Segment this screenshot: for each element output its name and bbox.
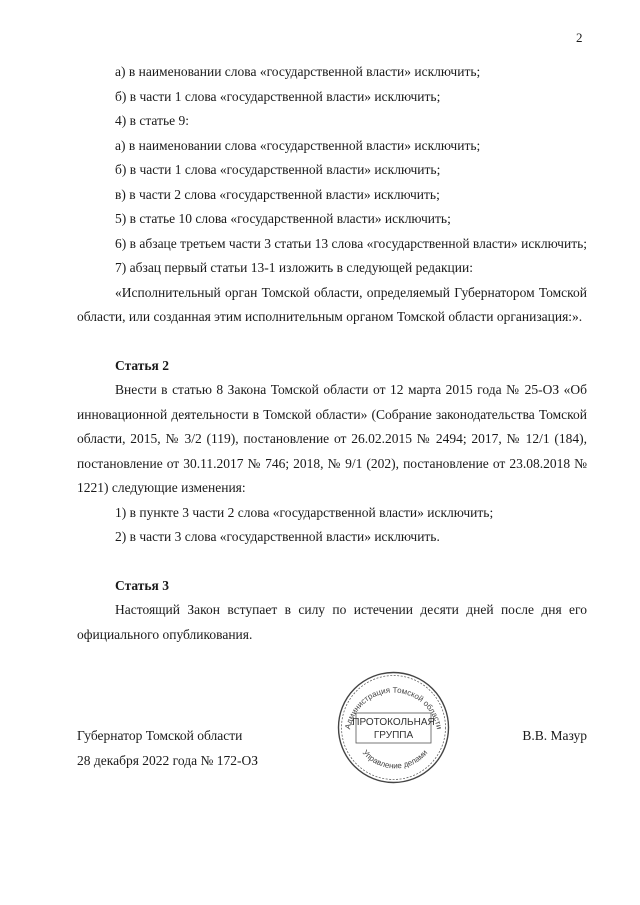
signature-block xyxy=(77,724,587,773)
signatory-name: В.В. Мазур xyxy=(522,728,587,743)
stamp-center-line2: ГРУППА xyxy=(373,730,414,741)
stamp-center-line1: ПРОТОКОЛЬНАЯ xyxy=(352,717,435,728)
stamp-outer-text: Администрация Томской области xyxy=(343,685,444,731)
paragraph: а) в наименовании слова «государственной власти» исключить; xyxy=(115,137,481,153)
article-3-heading: Статья 3 xyxy=(115,577,169,593)
page-number: 2 xyxy=(576,30,583,45)
paragraph: б) в части 1 слова «государственной власти» исключить; xyxy=(115,88,441,104)
paragraph: Настоящий Закон вступает в силу по истечении десяти дней после дня его официального опубликования. xyxy=(77,602,587,642)
law-date-number: 28 декабря 2022 года № 172-ОЗ xyxy=(77,752,258,768)
paragraph: 4) в статье 9: xyxy=(115,113,189,128)
paragraph: 2) в части 3 слова «государственной власти» исключить. xyxy=(115,529,440,544)
signatory-title: Губернатор Томской области xyxy=(77,728,243,743)
paragraph: 7) абзац первый статьи 13-1 изложить в следующей редакции: xyxy=(115,260,473,275)
paragraph: в) в части 2 слова «государственной власти» исключить; xyxy=(115,186,440,202)
stamp-bottom-text: Управление делами xyxy=(360,748,430,771)
quoted-paragraph: «Исполнительный орган Томской области, определяемый Губернатором Томской области, или созданная этим исполнительным органом Томской области организация:». xyxy=(77,284,587,324)
paragraph: б) в части 1 слова «государственной власти» исключить; xyxy=(115,162,441,177)
paragraph: 6) в абзаце третьем части 3 статьи 13 слова «государственной власти» исключить; xyxy=(115,235,587,251)
paragraph: а) в наименовании слова «государственной власти» исключить; xyxy=(115,64,481,79)
paragraph: 1) в пункте 3 части 2 слова «государственной власти» исключить; xyxy=(115,504,494,520)
paragraph: 5) в статье 10 слова «государственной власти» исключить; xyxy=(115,211,451,226)
document-body xyxy=(77,60,587,647)
article-2-heading: Статья 2 xyxy=(115,357,169,373)
paragraph: Внести в статью 8 Закона Томской области от 12 марта 2015 года № 25-ОЗ «Об инновационной деятельности в Томской области» (Собрание законодательства Томской области, 2015, № 3/2 (119), постановление от 26.02.2015 № 2494; 2017, № 12/1 (184), постановление от 30.11.2017 № 746; 2018, № 9/1 (202), постановление от 23.08.2018 № 1221) следующие изменения: xyxy=(77,382,587,495)
